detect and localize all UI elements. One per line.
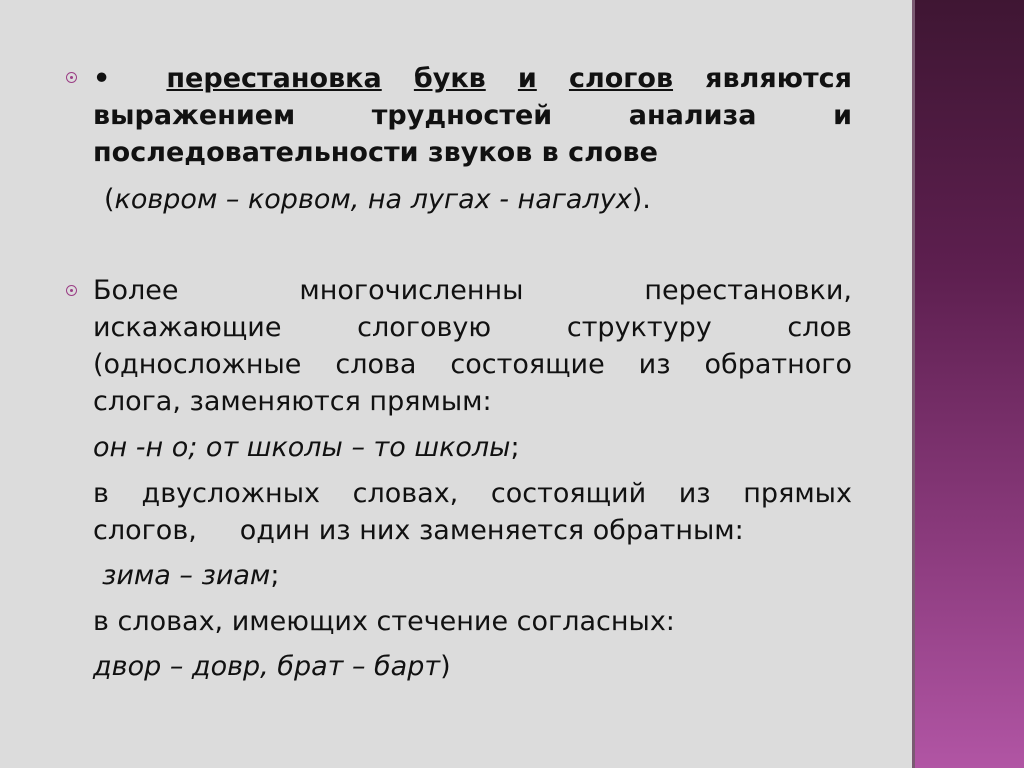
item1-line3: последовательности звуков в слове bbox=[93, 137, 658, 168]
item2-line4: слога, заменяются прямым: bbox=[93, 386, 492, 417]
item1-word: букв bbox=[413, 63, 486, 94]
example-tail: ; bbox=[270, 560, 280, 591]
item1-word: трудностей bbox=[371, 100, 553, 131]
item2-example1 bbox=[93, 429, 852, 466]
item2-word: слоговую bbox=[357, 312, 492, 343]
item2-word: из bbox=[678, 478, 711, 509]
item1-line2 bbox=[93, 97, 852, 134]
item2-word: слова bbox=[335, 349, 417, 380]
item1-dot: • bbox=[93, 63, 111, 94]
item2-line7: в словах, имеющих стечение согласных: bbox=[93, 606, 675, 637]
item2-word: многочисленны bbox=[299, 275, 524, 306]
item1-word: и bbox=[833, 100, 852, 131]
example-tail: ) bbox=[440, 651, 451, 682]
item2-word: (односложные bbox=[93, 349, 302, 380]
example-close: ). bbox=[631, 184, 651, 215]
example-text: он -н о; от школы – то школы bbox=[93, 432, 511, 463]
item2-line1 bbox=[93, 272, 852, 309]
example-tail: ; bbox=[510, 432, 520, 463]
item2-word: структуру bbox=[566, 312, 712, 343]
item2-line2 bbox=[93, 309, 852, 346]
item2-word: в bbox=[93, 478, 109, 509]
item2-word: двусложных bbox=[141, 478, 320, 509]
item1-word: являются bbox=[705, 63, 852, 94]
example-open: ( bbox=[104, 184, 115, 215]
item2-word: перестановки, bbox=[644, 275, 852, 306]
item1-word: перестановка bbox=[166, 63, 382, 94]
item1-line1 bbox=[93, 60, 852, 97]
side-band-edge bbox=[912, 0, 915, 768]
example-text: двор – довр, брат – барт bbox=[93, 651, 441, 682]
item2-line3 bbox=[93, 346, 852, 383]
item2-example3 bbox=[93, 648, 852, 685]
example-text: ковром – корвом, на лугах - нагалух bbox=[114, 184, 632, 215]
item1-word: анализа bbox=[628, 100, 757, 131]
bullet-icon bbox=[66, 72, 77, 83]
item2-line5 bbox=[93, 475, 852, 512]
item2-example2 bbox=[102, 557, 861, 594]
item2-word: слов bbox=[787, 312, 852, 343]
item1-word: слогов bbox=[568, 63, 674, 94]
decorative-side-band bbox=[912, 0, 1024, 768]
example-text: зима – зиам bbox=[102, 560, 271, 591]
item1-example bbox=[104, 181, 863, 218]
item1-word: выражением bbox=[93, 100, 296, 131]
item2-line6: слогов, один из них заменяется обратным: bbox=[93, 515, 744, 546]
item2-word: Более bbox=[93, 275, 179, 306]
item2-word: из bbox=[638, 349, 671, 380]
item2-word: прямых bbox=[743, 478, 852, 509]
bullet-icon bbox=[66, 285, 77, 296]
item1-word: и bbox=[517, 63, 537, 94]
item2-word: словах, bbox=[352, 478, 459, 509]
item2-word: искажающие bbox=[93, 312, 282, 343]
item2-word: состоящие bbox=[450, 349, 605, 380]
item2-word: состоящий bbox=[490, 478, 647, 509]
item2-word: обратного bbox=[704, 349, 852, 380]
